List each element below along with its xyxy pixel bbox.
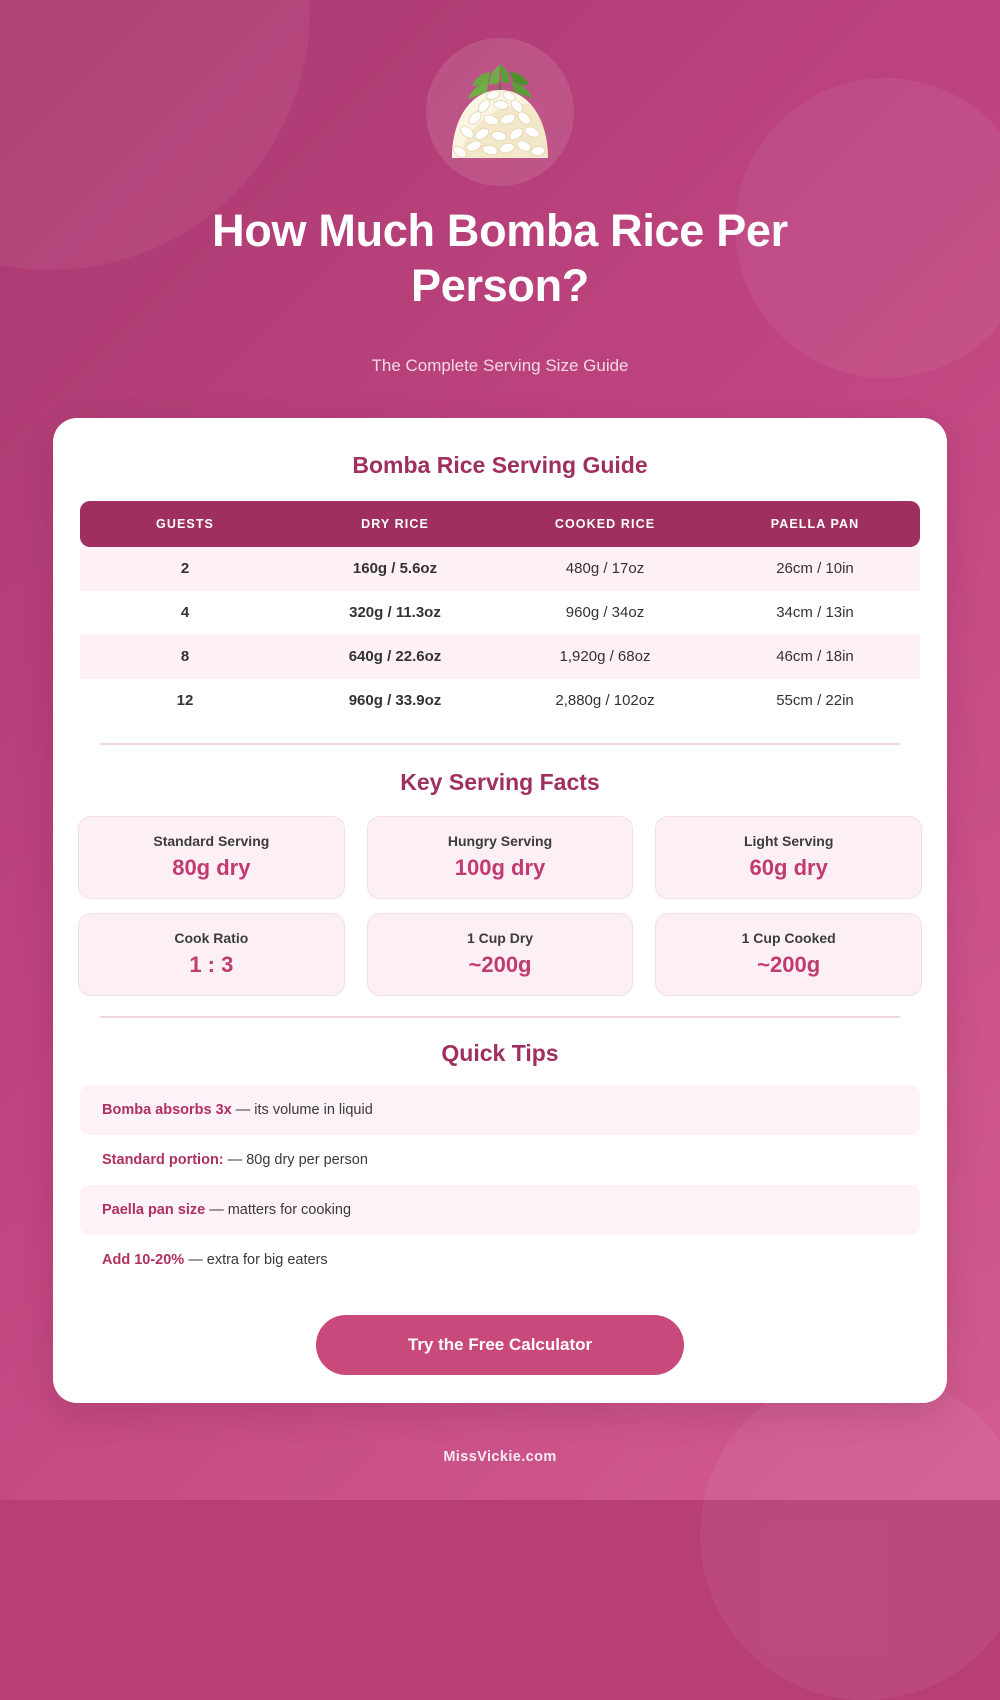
- cell-guests: 4: [180, 604, 190, 622]
- table-row: [80, 591, 920, 635]
- try-free-calculator-button[interactable]: Try the Free Calculator: [316, 1315, 684, 1375]
- fact-card-one-cup-dry: [367, 913, 634, 996]
- fact-card-cook-ratio: [78, 913, 345, 996]
- serving-guide-heading: Bomba Rice Serving Guide: [352, 451, 648, 478]
- quick-tips-heading: Quick Tips: [441, 1039, 559, 1066]
- fact-value: 80g dry: [172, 854, 251, 880]
- key-serving-facts-heading: Key Serving Facts: [400, 768, 600, 795]
- fact-value: ~200g: [757, 951, 821, 977]
- table-header: [80, 501, 920, 547]
- cell-cooked-rice: 1,920g / 68oz: [559, 648, 651, 666]
- fact-label: 1 Cup Dry: [466, 929, 534, 946]
- cell-paella-pan: 34cm / 13in: [776, 604, 854, 622]
- table-row: [80, 547, 920, 591]
- fact-value: 100g dry: [454, 854, 546, 880]
- fact-label: Light Serving: [743, 832, 834, 849]
- column-header-cooked-rice: COOKED RICE: [554, 516, 656, 531]
- cell-guests: 8: [180, 648, 190, 666]
- tip-rest: — 80g dry per person: [223, 1151, 368, 1168]
- divider-above-tips: [100, 1016, 900, 1018]
- page-title: How Much Bomba Rice Per Person?: [212, 205, 788, 311]
- header: [0, 0, 1000, 376]
- cell-guests: 2: [180, 560, 190, 578]
- tip-rest: — its volume in liquid: [231, 1101, 373, 1118]
- tip-rest: — matters for cooking: [205, 1201, 352, 1218]
- cell-dry-rice: 640g / 22.6oz: [348, 648, 442, 666]
- fact-label: Standard Serving: [153, 832, 270, 849]
- tip-strong: Standard portion:: [102, 1151, 224, 1168]
- fact-card-row-1: [78, 816, 922, 899]
- tip-row: [80, 1235, 920, 1285]
- fact-card-light-serving: [655, 816, 922, 899]
- cell-dry-rice: 320g / 11.3oz: [349, 604, 441, 622]
- fact-value: ~200g: [468, 951, 532, 977]
- fact-card-row-2: [78, 913, 922, 996]
- cooked-rice-icon: [426, 38, 574, 186]
- fact-card-hungry-serving: [367, 816, 634, 899]
- page-subtitle: The Complete Serving Size Guide: [371, 355, 629, 375]
- cell-guests: 12: [176, 692, 194, 710]
- tip-strong: Paella pan size: [102, 1201, 206, 1218]
- column-header-dry-rice: DRY RICE: [361, 516, 429, 531]
- main-content-card: [53, 418, 947, 1403]
- cta-container: [53, 1315, 947, 1375]
- cell-cooked-rice: 2,880g / 102oz: [555, 692, 655, 710]
- column-header-paella-pan: PAELLA PAN: [770, 516, 860, 531]
- cell-cooked-rice: 960g / 34oz: [565, 604, 645, 622]
- table-header-row: [80, 501, 920, 547]
- table-row: [80, 679, 920, 723]
- cell-cooked-rice: 480g / 17oz: [565, 560, 645, 578]
- cell-dry-rice: 160g / 5.6oz: [352, 560, 438, 578]
- table-row: [80, 635, 920, 679]
- quick-tips-list: [53, 1085, 947, 1285]
- cell-paella-pan: 46cm / 18in: [776, 648, 854, 666]
- column-header-guests: GUESTS: [156, 516, 214, 531]
- tip-rest: — extra for big eaters: [184, 1251, 328, 1268]
- fact-label: Cook Ratio: [174, 929, 249, 946]
- tip-row: [80, 1185, 920, 1235]
- cell-dry-rice: 960g / 33.9oz: [348, 692, 442, 710]
- divider-above-facts: [100, 743, 900, 745]
- tip-row: [80, 1135, 920, 1185]
- cell-paella-pan: 55cm / 22in: [776, 692, 854, 710]
- table-body: [80, 547, 920, 723]
- serving-guide-table: [80, 501, 920, 723]
- tip-strong: Bomba absorbs 3x: [102, 1101, 232, 1118]
- fact-value: 60g dry: [749, 854, 828, 880]
- cell-paella-pan: 26cm / 10in: [776, 560, 854, 578]
- fact-value: 1 : 3: [189, 951, 234, 977]
- fact-label: Hungry Serving: [447, 832, 553, 849]
- fact-card-one-cup-cooked: [655, 913, 922, 996]
- fact-card-standard-serving: [78, 816, 345, 899]
- tip-row: [80, 1085, 920, 1135]
- tip-strong: Add 10-20%: [102, 1251, 185, 1268]
- fact-label: 1 Cup Cooked: [741, 929, 836, 946]
- footer-brand: MissVickie.com: [443, 1448, 557, 1465]
